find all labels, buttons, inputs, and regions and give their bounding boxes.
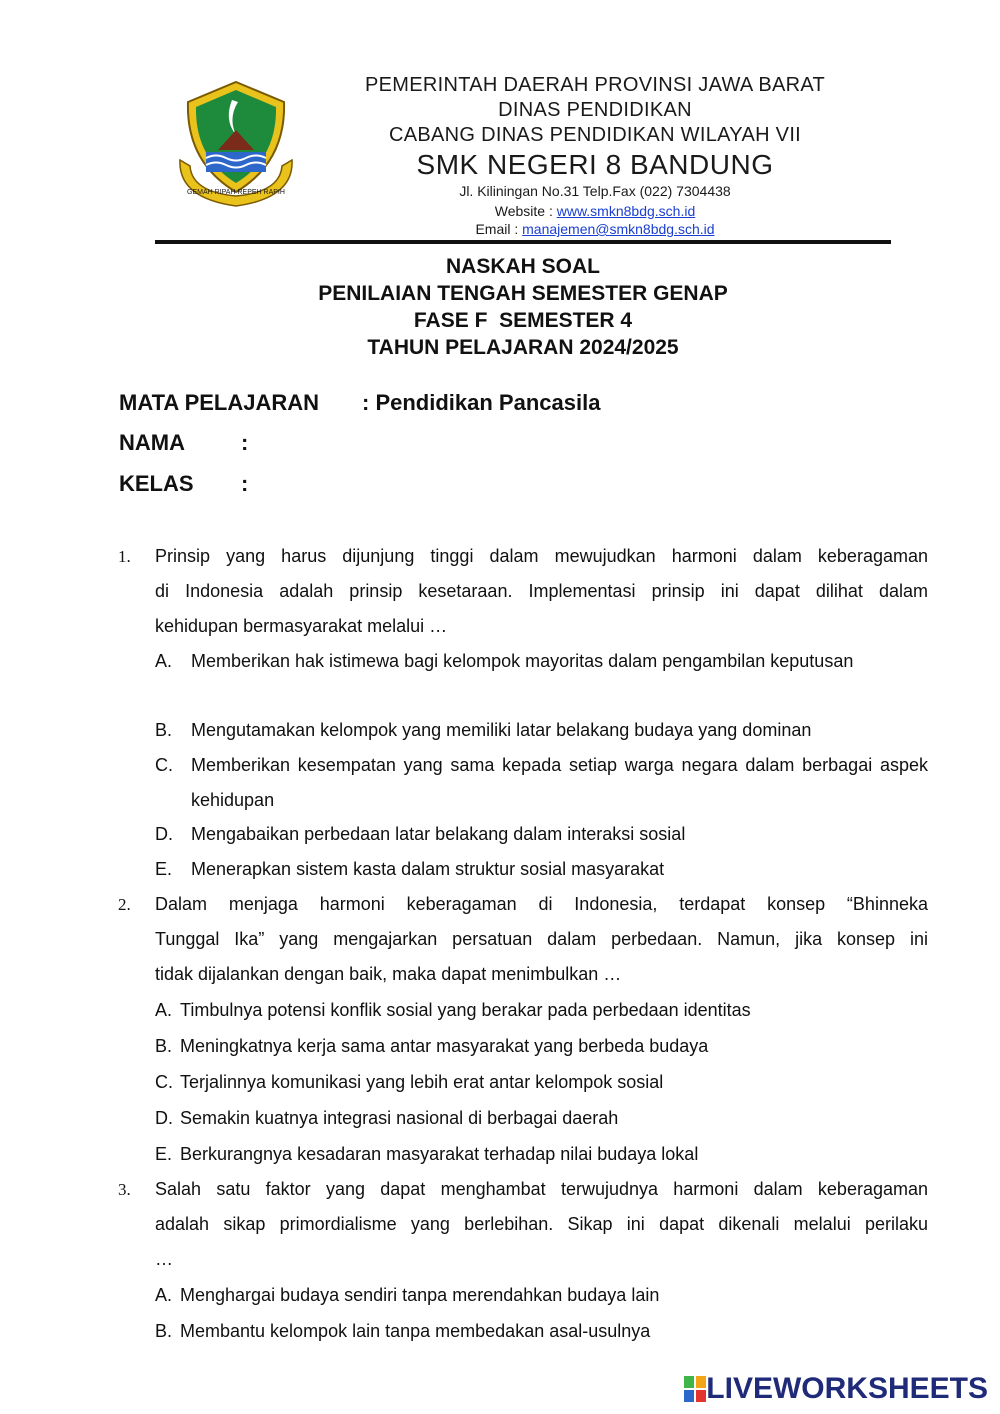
answer-option[interactable] [155,748,928,818]
subject-value: : Pendidikan Pancasila [362,390,601,415]
option-letter: C. [155,755,173,775]
option-text: Mengabaikan perbedaan latar belakang dalam interaksi sosial [191,824,686,844]
question-line: adalah sikap primordialisme yang berlebihan. Sikap ini dapat dikenali melalui perilaku [155,1214,928,1234]
question-text [155,539,928,644]
answer-option[interactable] [155,1314,928,1349]
liveworksheets-watermark [684,1372,988,1406]
option-text: Berkurangnya kesadaran masyarakat terhadap nilai budaya lokal [180,1144,699,1164]
letterhead-divider [155,240,891,244]
option-text: Semakin kuatnya integrasi nasional di berbagai daerah [180,1108,619,1128]
option-letter: A. [155,1285,173,1305]
subject-label: MATA PELAJARAN [119,390,320,415]
option-text: Membantu kelompok lain tanpa membedakan asal-usulnya [180,1321,651,1341]
option-text: Meningkatnya kerja sama antar masyarakat yang berbeda budaya [180,1036,709,1056]
answer-option[interactable] [155,713,928,748]
option-letter: B. [155,720,173,740]
option-text: Memberikan kesempatan yang sama kepada setiap warga negara dalam berbagai aspek kehidupan [191,755,928,810]
option-letter: D. [155,1108,173,1128]
class-colon: : [241,471,249,496]
option-text: Menghargai budaya sendiri tanpa merendahkan budaya lain [180,1285,660,1305]
letterhead-website [330,203,860,219]
doc-title-phase: FASE F SEMESTER 4 [413,309,633,332]
question-text [155,887,928,992]
option-letter: B. [155,1321,173,1341]
doc-title-line3 [0,309,1000,333]
email-label: Email : [475,221,523,237]
email-link[interactable]: manajemen@smkn8bdg.sch.id [522,221,715,237]
name-colon: : [241,430,249,455]
question-line: Prinsip yang harus dijunjung tinggi dalam mewujudkan harmoni dalam keberagaman [155,546,928,566]
option-letter: B. [155,1036,173,1056]
option-letter: E. [155,859,173,879]
answer-option[interactable] [155,1137,928,1172]
answer-option[interactable] [155,852,928,887]
letterhead-school-name: SMK NEGERI 8 BANDUNG [416,149,774,180]
letterhead-department: DINAS PENDIDIKAN [498,99,692,121]
question-line: kehidupan bermasyarakat melalui … [155,616,448,636]
letterhead-branch: CABANG DINAS PENDIDIKAN WILAYAH VII [388,124,802,146]
answer-option[interactable] [155,1029,928,1064]
option-letter: D. [155,824,173,844]
question-line: Dalam menjaga harmoni keberagaman di Indonesia, terdapat konsep “Bhinneka [155,894,928,914]
logo-motto: GEMAH RIPAH REPEH RAPIH [187,189,285,196]
answer-option[interactable] [155,1065,928,1100]
letterhead-email [330,221,860,237]
option-letter: E. [155,1144,173,1164]
question-number: 2. [118,895,131,914]
question-line: Tunggal Ika” yang mengajarkan persatuan dalam perbedaan. Namun, jika konsep ini [155,929,928,949]
option-text: Terjalinnya komunikasi yang lebih erat antar kelompok sosial [180,1072,664,1092]
answer-option[interactable] [155,1101,928,1136]
option-letter: A. [155,1000,173,1020]
option-text: Mengutamakan kelompok yang memiliki latar belakang budaya yang dominan [191,720,812,740]
letterhead-address: Jl. Kiliningan No.31 Telp.Fax (022) 7304438 [459,183,731,199]
doc-title-line2: PENILAIAN TENGAH SEMESTER GENAP [318,282,728,305]
question-number: 3. [118,1180,131,1199]
question-line: … [155,1249,173,1269]
class-label: KELAS [119,471,194,496]
option-letter: A. [155,651,173,671]
question-number: 1. [118,547,131,566]
option-letter: C. [155,1072,173,1092]
question-line: di Indonesia adalah prinsip kesetaraan. Implementasi prinsip ini dapat dilihat dalam [155,581,928,601]
watermark-text: LIVEWORKSHEETS [706,1372,988,1405]
question-text [155,1172,928,1277]
answer-option[interactable] [155,1278,928,1313]
option-text: Timbulnya potensi konflik sosial yang berakar pada perbedaan identitas [180,1000,751,1020]
website-label: Website : [494,203,557,219]
name-label: NAMA [119,430,185,455]
answer-option[interactable] [155,644,928,679]
answer-option[interactable] [155,993,928,1028]
website-link[interactable]: www.smkn8bdg.sch.id [556,203,696,219]
question-line: Salah satu faktor yang dapat menghambat terwujudnya harmoni dalam keberagaman [155,1179,928,1199]
option-text: Menerapkan sistem kasta dalam struktur sosial masyarakat [191,859,665,879]
option-text: Memberikan hak istimewa bagi kelompok mayoritas dalam pengambilan keputusan [191,651,854,671]
question-line: tidak dijalankan dengan baik, maka dapat menimbulkan … [155,964,622,984]
doc-title-line1: NASKAH SOAL [445,255,600,278]
answer-option[interactable] [155,817,928,852]
liveworksheets-logo-icon [684,1376,706,1402]
provincial-crest-logo [176,80,296,210]
letterhead-government: PEMERINTAH DAERAH PROVINSI JAWA BARAT [364,74,826,96]
doc-title-line4: TAHUN PELAJARAN 2024/2025 [367,336,679,359]
